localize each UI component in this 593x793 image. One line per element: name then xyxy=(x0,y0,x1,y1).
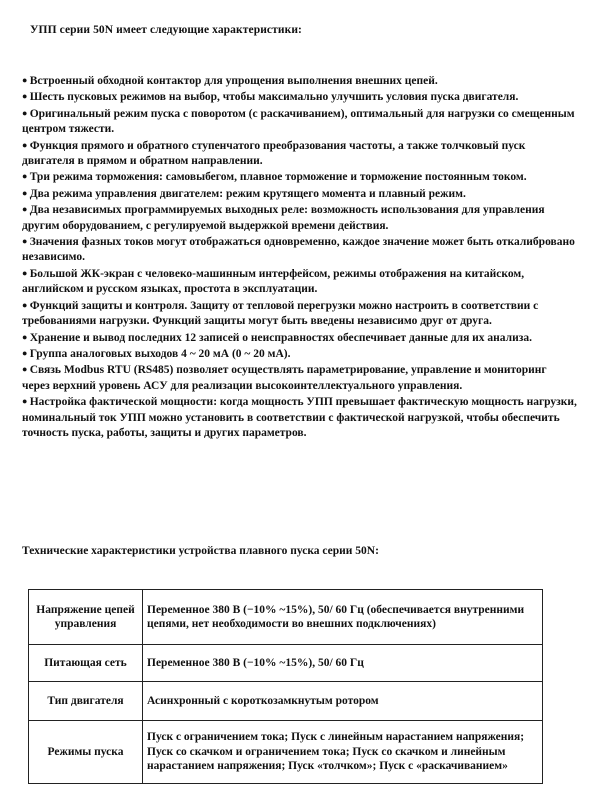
spec-param-cell: Тип двигателя xyxy=(29,682,143,721)
specs-table xyxy=(28,589,543,784)
table-row xyxy=(29,721,543,784)
spec-value-cell: Переменное 380 В (−10% ~15%), 50/ 60 Гц xyxy=(143,645,543,682)
table-row xyxy=(29,682,543,721)
feature-item: ● Группа аналоговых выходов 4 ~ 20 мА (0 ~ 20 мА). xyxy=(22,346,577,362)
feature-item: ● Функция прямого и обратного ступенчатого преобразования частоты, а также толчковый пуск двигателя в прямом и обратном направлении. xyxy=(22,138,577,170)
table-row xyxy=(29,645,543,682)
feature-item: ● Два независимых программируемых выходных реле: возможность использования для управления другим оборудованием, с регулируемой выдержкой времени действия. xyxy=(22,202,577,234)
spec-value-cell: Асинхронный с короткозамкнутым ротором xyxy=(143,682,543,721)
page-heading: УПП серии 50N имеет следующие характеристики: xyxy=(30,24,302,36)
spec-param-cell: Напряжение цепей управления xyxy=(29,590,143,645)
feature-item: ● Функций защиты и контроля. Защиту от тепловой перегрузки можно настроить в соответствии с требованиями нагрузки. Функций защиты могут быть введены независимо друг от друга. xyxy=(22,298,577,330)
feature-item: ● Три режима торможения: самовыбегом, плавное торможение и торможение постоянным током. xyxy=(22,169,577,185)
spec-value-cell: Переменное 380 В (−10% ~15%), 50/ 60 Гц (обеспечивается внутренними цепями, нет необходимости во внешних подключениях) xyxy=(143,590,543,645)
spec-param-cell: Режимы пуска xyxy=(29,721,143,784)
feature-item: ● Настройка фактической мощности: когда мощность УПП превышает фактическую мощность нагрузки, номинальный ток УПП можно установить в соответствии с фактической нагрузкой, чтобы обеспечить точность пуска, работы, защиты и других параметров. xyxy=(22,394,577,441)
feature-item: ● Встроенный обходной контактор для упрощения выполнения внешних цепей. xyxy=(22,73,577,89)
feature-item: ● Большой ЖК-экран с человеко-машинным интерфейсом, режимы отображения на китайском, английском и русском языках, простота в эксплуатации. xyxy=(22,266,577,298)
feature-item: ● Оригинальный режим пуска с поворотом (с раскачиванием), оптимальный для нагрузки со смещенным центром тяжести. xyxy=(22,106,577,138)
feature-item: ● Хранение и вывод последних 12 записей о неисправностях обеспечивает данные для их анализа. xyxy=(22,330,577,346)
feature-item: ● Связь Modbus RTU (RS485) позволяет осуществлять параметрирование, управление и мониторинг через верхний уровень АСУ для реализации высокоинтеллектуального управления. xyxy=(22,362,577,394)
spec-value-cell: Пуск с ограничением тока; Пуск с линейным нарастанием напряжения; Пуск со скачком и ограничением тока; Пуск со скачком и линейным нарастанием напряжения; Пуск «толчком»; Пуск с «раскачиванием» xyxy=(143,721,543,784)
spec-param-cell: Питающая сеть xyxy=(29,645,143,682)
feature-item: ● Шесть пусковых режимов на выбор, чтобы максимально улучшить условия пуска двигателя. xyxy=(22,89,577,105)
feature-item: ● Два режима управления двигателем: режим крутящего момента и плавный режим. xyxy=(22,186,577,202)
tech-specs-title: Технические характеристики устройства плавного пуска серии 50N: xyxy=(22,545,379,557)
table-row xyxy=(29,590,543,645)
feature-item: ● Значения фазных токов могут отображаться одновременно, каждое значение может быть откалибровано независимо. xyxy=(22,234,577,266)
features-list xyxy=(22,73,577,441)
